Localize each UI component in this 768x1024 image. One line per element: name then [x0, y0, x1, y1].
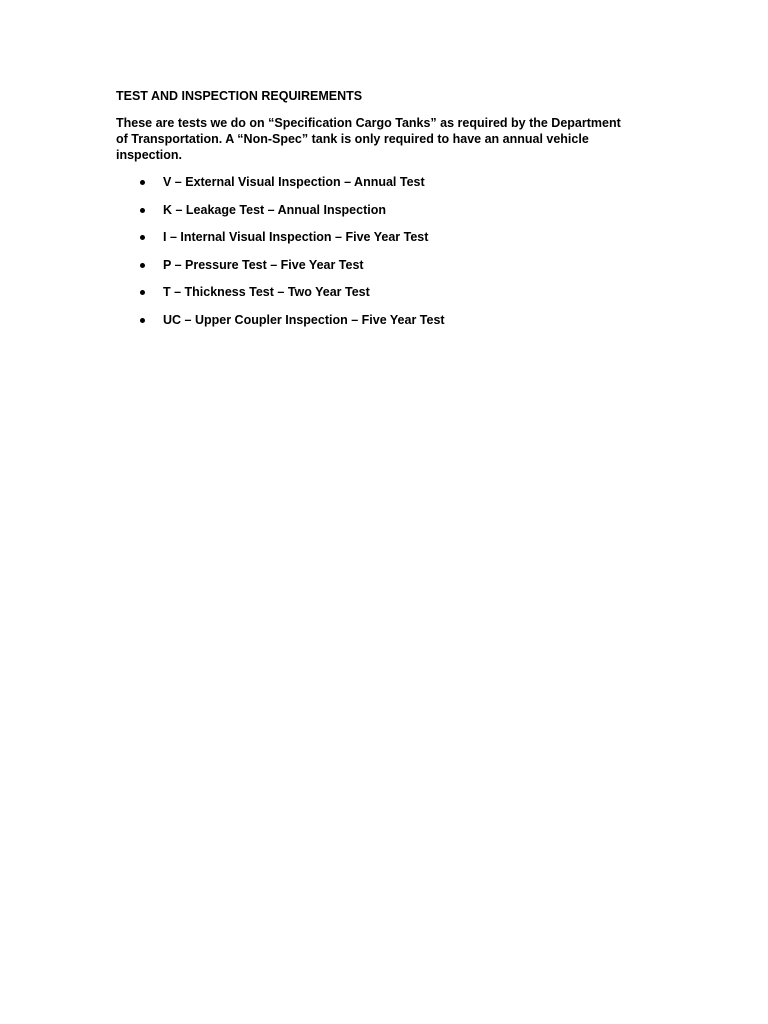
requirement-text: I – Internal Visual Inspection – Five Year Test [163, 230, 429, 245]
bullet-icon [140, 318, 145, 323]
document-content [116, 88, 656, 340]
requirements-list [116, 174, 656, 328]
document-heading: TEST AND INSPECTION REQUIREMENTS [116, 89, 363, 103]
list-item [116, 229, 656, 245]
requirement-text: P – Pressure Test – Five Year Test [163, 257, 364, 272]
list-item [116, 284, 656, 300]
bullet-icon [140, 263, 145, 268]
requirement-text: UC – Upper Coupler Inspection – Five Year Test [163, 312, 445, 327]
list-item [116, 202, 656, 218]
bullet-icon [140, 290, 145, 295]
bullet-icon [140, 235, 145, 240]
requirement-text: K – Leakage Test – Annual Inspection [163, 202, 386, 217]
list-item [116, 257, 656, 273]
bullet-icon [140, 208, 145, 213]
requirement-text: V – External Visual Inspection – Annual Test [163, 175, 425, 189]
intro-paragraph: These are tests we do on “Specification Cargo Tanks” as required by the Department of Transportation. A “Non-Spec” tank is only required to have an annual vehicle inspection. [116, 116, 621, 162]
list-item [116, 312, 656, 328]
list-item [116, 174, 656, 190]
requirement-text: T – Thickness Test – Two Year Test [163, 285, 370, 300]
bullet-icon [140, 180, 145, 185]
